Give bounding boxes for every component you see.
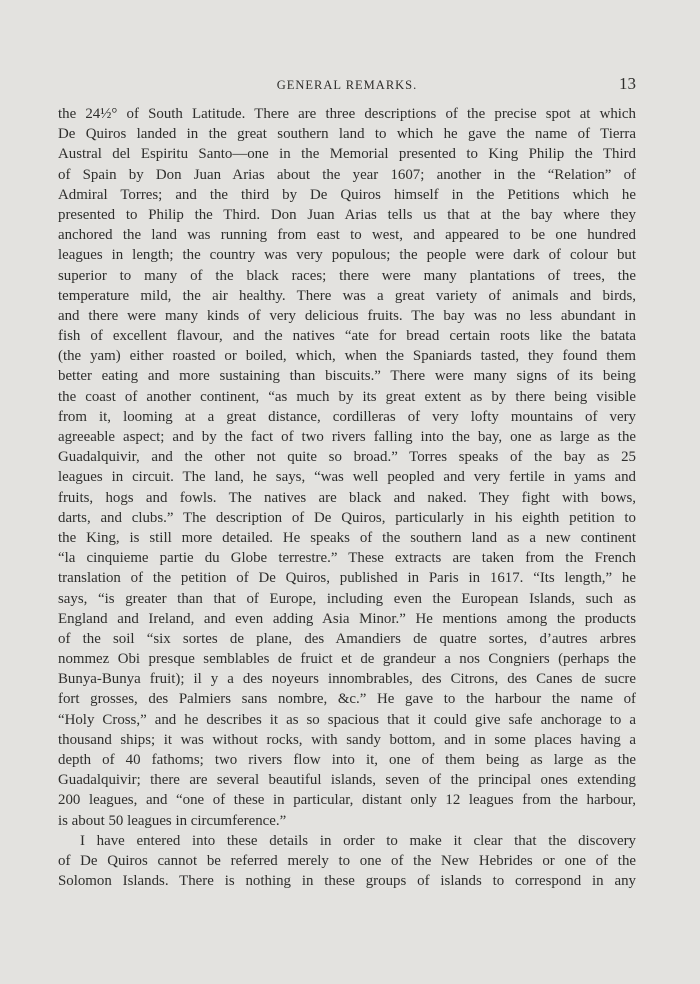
text-line: fruits, hogs and fowls. The natives are black and naked. They fight with bows, [58, 489, 636, 506]
text-line: Solomon Islands. There is nothing in these groups of islands to correspond in any [58, 873, 636, 890]
text-line: Admiral Torres; and the third by De Quiros himself in the Petitions which he [58, 186, 636, 203]
text-line: Guadalquivir, and the other not quite so broad.” Torres speaks of the bay as 25 [58, 449, 636, 466]
text-line: 200 leagues, and “one of these in particular, distant only 12 leagues from the harbour, [58, 792, 636, 809]
text-line: De Quiros landed in the great southern land to which he gave the name of Tierra [58, 126, 636, 143]
page-number: 13 [619, 74, 636, 93]
text-line: leagues in circuit. The land, he says, “was well peopled and very fertile in yams and [58, 469, 636, 486]
text-line: the 24½° of South Latitude. There are three descriptions of the precise spot at which [58, 106, 636, 122]
text-line: and there were many kinds of very delicious fruits. The bay was no less abundant in [58, 307, 636, 324]
text-line: from it, looming at a great distance, cordilleras of very lofty mountains of very [58, 408, 636, 425]
text-line: “Holy Cross,” and he describes it as so spacious that it could give safe anchorage to a [58, 711, 636, 728]
text-line: anchored the land was running from east to west, and appeared to be one hundred [58, 227, 636, 244]
text-line: (the yam) either roasted or boiled, which, when the Spaniards tasted, they found them [58, 348, 636, 365]
text-line: “la cinquieme partie du Globe terrestre.” These extracts are taken from the French [58, 550, 636, 567]
text-line: fort grosses, des Palmiers sans nombre, &c.” He gave to the harbour the name of [58, 691, 636, 708]
text-line: is about 50 leagues in circumference.” [58, 812, 287, 829]
running-header [58, 74, 636, 96]
text-line: of Spain by Don Juan Arias about the year 1607; another in the “Relation” of [58, 166, 636, 183]
paragraph [58, 104, 636, 831]
running-title: GENERAL REMARKS. [276, 78, 418, 92]
text-line: I have entered into these details in order to make it clear that the discovery [80, 832, 636, 849]
text-line: Guadalquivir; there are several beautiful islands, seven of the principal ones extending [58, 772, 636, 789]
text-line: England and Ireland, and even adding Asia Minor.” He mentions among the products [58, 610, 636, 627]
text-line: agreeable aspect; and by the fact of two rivers falling into the bay, one as large as the [58, 429, 636, 445]
text-line: Bunya-Bunya fruit); il y a des noyeurs innombrables, des Citrons, des Canes de sucre [58, 671, 636, 688]
text-line: presented to Philip the Third. Don Juan Arias tells us that at the bay where they [58, 206, 636, 223]
text-line: temperature mild, the air healthy. There was a great variety of animals and birds, [58, 287, 636, 304]
text-line: depth of 40 fathoms; two rivers flow into it, one of them being as large as the [58, 752, 636, 768]
paragraph [58, 831, 636, 892]
text-line: better eating and more sustaining than biscuits.” There were many signs of its being [58, 368, 636, 385]
text-line: fish of excellent flavour, and the natives “ate for bread certain roots like the batata [58, 328, 636, 345]
text-line: superior to many of the black races; there were many plantations of trees, the [58, 267, 636, 284]
text-line: Austral del Espiritu Santo—one in the Memorial presented to King Philip the Third [58, 146, 636, 163]
text-line: translation of the petition of De Quiros, published in Paris in 1617. “Its length,” he [58, 570, 636, 587]
text-line: thousand ships; it was without rocks, with sandy bottom, and in some places having a [58, 731, 636, 748]
text-line: darts, and clubs.” The description of De Quiros, particularly in his eighth petition to [58, 509, 636, 526]
text-line: leagues in length; the country was very populous; the people were dark of colour but [58, 247, 636, 264]
text-line: says, “is greater than that of Europe, including even the European Islands, such as [58, 590, 636, 607]
body-text [58, 104, 636, 891]
text-line: the King, is still more detailed. He speaks of the southern land as a new continent [58, 529, 636, 546]
text-line: of the soil “six sortes de plane, des Amandiers de quatre sortes, d’autres arbres [58, 630, 636, 647]
text-line: nommez Obi presque semblables de fruict et de grandeur a nos Congniers (perhaps the [58, 651, 636, 668]
text-line: of De Quiros cannot be referred merely to one of the New Hebrides or one of the [58, 852, 636, 869]
text-line: the coast of another continent, “as much by its great extent as by there being visible [58, 388, 636, 405]
